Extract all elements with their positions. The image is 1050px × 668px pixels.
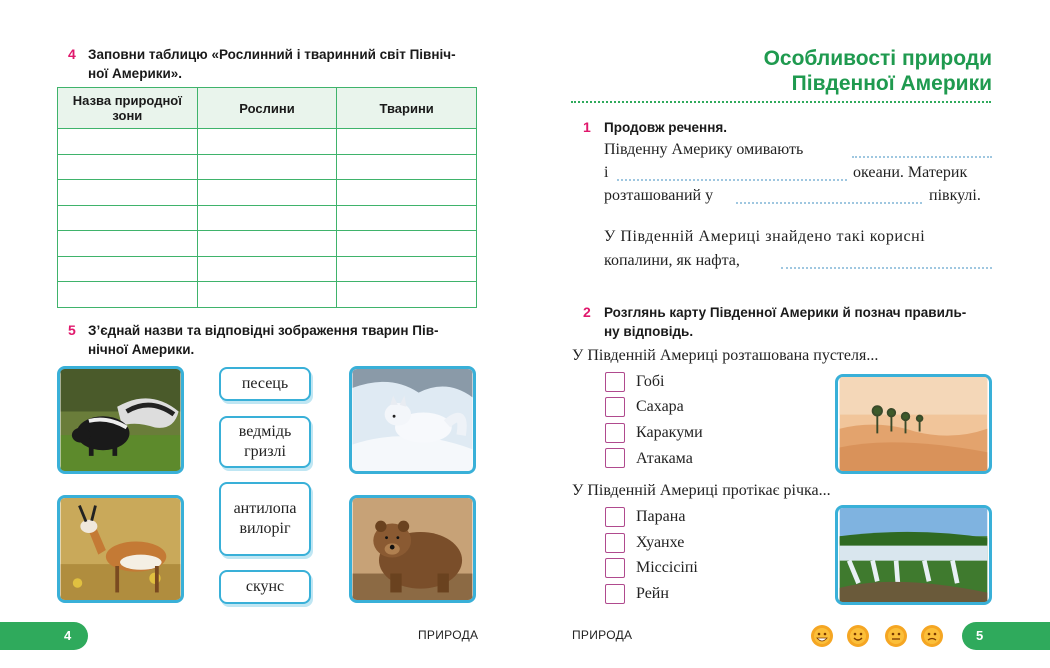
table-cell[interactable] [197,256,337,282]
option-parana: Парана [636,508,686,525]
table-cell[interactable] [58,282,198,308]
task-5-text [88,321,483,359]
smiley-sad-icon[interactable] [920,624,944,648]
pronghorn-icon [60,498,181,600]
grizzly-icon [352,498,473,600]
word-box-skunk[interactable]: скунс [219,570,311,604]
page-title-line-2: Південної Америки [791,72,992,95]
table-header-zone: Назва природної зони [58,88,198,129]
desert-photo [835,374,992,474]
table-cell[interactable] [197,154,337,180]
checkbox-sahara[interactable] [605,397,625,417]
page-number-badge-left [0,622,88,650]
table-cell[interactable] [197,282,337,308]
checkbox-gobi[interactable] [605,372,625,392]
page-number-right: 5 [976,628,984,643]
task-2-number: 2 [583,304,591,320]
answer-line-hemisphere[interactable] [736,194,922,204]
task-1-line-1: Південну Америку омивають [604,141,804,158]
word-box-grizzly-label: ведмідь гризлі [238,423,292,460]
task-2-heading-line-1: Розглянь карту Південної Америки й познач правиль- [604,305,967,320]
table-cell[interactable] [197,129,337,155]
table-cell[interactable] [58,205,198,231]
task-4-text [88,45,483,83]
page-number-left: 4 [64,628,72,643]
table-cell[interactable] [197,180,337,206]
table-cell[interactable] [337,282,477,308]
grizzly-photo[interactable] [349,495,476,603]
word-box-pronghorn-label: антилопа вилоріг [233,500,297,537]
page-title [764,46,992,96]
skunk-icon [60,369,181,471]
table-row [58,154,477,180]
page-title-line-1: Особливості природи [763,47,992,70]
footer-label-right: ПРИРОДА [572,628,633,642]
task-1-line-2-start: і [604,164,609,181]
table-row [58,282,477,308]
option-karakum: Каракуми [636,424,703,441]
task-1-line-3-end: півкулі. [929,187,981,204]
desert-icon [838,377,989,471]
option-gobi: Гобі [636,373,665,390]
task-1-line-5: копалини, як нафта, [604,252,740,269]
checkbox-rhine[interactable] [605,584,625,604]
table-header-plants: Рослини [197,88,337,129]
table-cell[interactable] [197,205,337,231]
table-cell[interactable] [58,180,198,206]
question-river: У Південній Америці протікає річка... [572,482,831,499]
table-cell[interactable] [58,129,198,155]
table-header-row [58,88,477,129]
table-cell[interactable] [337,180,477,206]
option-atacama: Атакама [636,450,693,467]
task-4-text-line-2: ної Америки». [88,66,183,81]
checkbox-atacama[interactable] [605,448,625,468]
waterfall-icon [838,508,989,602]
table-cell[interactable] [337,154,477,180]
smiley-excellent-icon[interactable] [810,624,834,648]
table-cell[interactable] [337,205,477,231]
task-1-number: 1 [583,119,591,135]
task-1-line-4: У Південній Америці знайдено такі корисні [604,228,926,245]
table-row [58,231,477,257]
task-5-number: 5 [68,322,76,338]
word-box-arctic-fox[interactable]: песець [219,367,311,401]
task-5-text-line-2: нічної Америки. [88,342,195,357]
title-divider [571,101,991,103]
option-rhine: Рейн [636,585,669,602]
task-4-number: 4 [68,46,76,62]
task-5-text-line-1: З’єднай назви та відповідні зображення тварин Пів- [88,323,439,338]
arctic-fox-photo[interactable] [349,366,476,474]
task-1-line-3-start: розташований у [604,187,714,204]
skunk-photo[interactable] [57,366,184,474]
smiley-neutral-icon[interactable] [884,624,908,648]
table-cell[interactable] [58,154,198,180]
pronghorn-photo[interactable] [57,495,184,603]
table-cell[interactable] [337,129,477,155]
option-huanghe: Хуанхе [636,534,685,551]
word-box-grizzly[interactable] [219,416,311,468]
word-box-pronghorn[interactable] [219,482,311,556]
table-row [58,129,477,155]
table-header-animals: Тварини [337,88,477,129]
table-cell[interactable] [58,231,198,257]
task-1-line-2-end: океани. Материк [853,164,968,181]
answer-line-oceans-1[interactable] [852,148,992,158]
table-cell[interactable] [58,256,198,282]
table-row [58,205,477,231]
footer-label-left: ПРИРОДА [418,628,479,642]
smiley-good-icon[interactable] [846,624,870,648]
table-cell[interactable] [337,256,477,282]
checkbox-huanghe[interactable] [605,533,625,553]
task-4-text-line-1: Заповни таблицю «Рослинний і тваринний світ Північ- [88,47,456,62]
arctic-fox-icon [352,369,473,471]
answer-line-minerals[interactable] [781,259,992,269]
checkbox-karakum[interactable] [605,423,625,443]
table-row [58,256,477,282]
flora-fauna-table [57,87,477,308]
question-desert: У Південній Америці розташована пустеля... [572,347,879,364]
table-cell[interactable] [197,231,337,257]
table-cell[interactable] [337,231,477,257]
task-2-heading-line-2: ну відповідь. [604,324,694,339]
option-sahara: Сахара [636,398,684,415]
task-1-heading: Продовж речення. [604,120,727,135]
answer-line-oceans-2[interactable] [617,171,847,181]
checkbox-mississippi[interactable] [605,558,625,578]
task-2-heading [604,303,999,341]
checkbox-parana[interactable] [605,507,625,527]
option-mississippi: Міссісіпі [636,559,698,576]
waterfall-photo [835,505,992,605]
table-row [58,180,477,206]
